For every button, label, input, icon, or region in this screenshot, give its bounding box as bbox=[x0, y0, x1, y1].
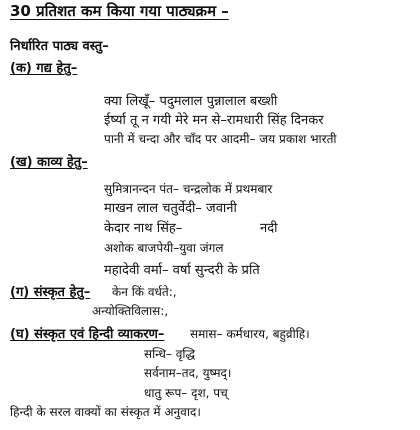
sanskrit-section-heading: (ग) संस्कृत हेतु– bbox=[10, 285, 91, 300]
grammar-item: सर्वनाम–तद, युष्मद्। bbox=[144, 366, 232, 380]
prescribed-content-heading: निर्धारित पाठ्य वस्तु– bbox=[10, 39, 109, 54]
prose-section-heading: (क) गद्य हेतु– bbox=[10, 61, 78, 76]
poetry-section-heading: (ख) काव्य हेतु– bbox=[10, 155, 88, 170]
sanskrit-inline-item: केन किं वर्धते:, bbox=[112, 285, 177, 299]
prose-item: क्या लिखूँ– पदुमलाल पुन्नालाल बख्शी bbox=[104, 94, 278, 109]
prose-item: पानी में चन्दा और चाँद पर आदमी– जय प्रकाश भारती bbox=[104, 132, 337, 146]
poetry-item: केदार नाथ सिंह– bbox=[104, 221, 183, 236]
sanskrit-item: अन्योक्तिविलास:, bbox=[92, 304, 169, 318]
poetry-item: माखन लाल चतुर्वेदी– जवानी bbox=[104, 201, 237, 216]
page-title: 30 प्रतिशत कम किया गया पाठ्यक्रम – bbox=[10, 2, 229, 20]
translation-line: हिन्दी के सरल वाक्यों का संस्कृत में अनुवाद। bbox=[10, 405, 201, 419]
grammar-inline-item: समास– कर्मधारय, बहुव्रीहि। bbox=[190, 327, 310, 341]
prose-item: ईर्ष्या तू न गयी मेरे मन से–रामधारी सिंह दिनकर bbox=[104, 113, 324, 128]
grammar-item: सन्धि– वृद्धि bbox=[144, 347, 196, 361]
poetry-item: महादेवी वर्मा– वर्षा सुन्दरी के प्रति bbox=[104, 263, 260, 278]
poetry-item-title: नदी bbox=[260, 221, 278, 236]
grammar-item: धातु रूप– दृश, पच् bbox=[144, 386, 228, 400]
poetry-item: सुमित्रानन्दन पंत– चन्द्रलोक में प्रथमबार bbox=[104, 182, 273, 196]
grammar-section-heading: (घ) संस्कृत एवं हिन्दी व्याकरण– bbox=[10, 327, 165, 342]
poetry-item: अशोक बाजपेयी–युवा जंगल bbox=[104, 241, 224, 255]
